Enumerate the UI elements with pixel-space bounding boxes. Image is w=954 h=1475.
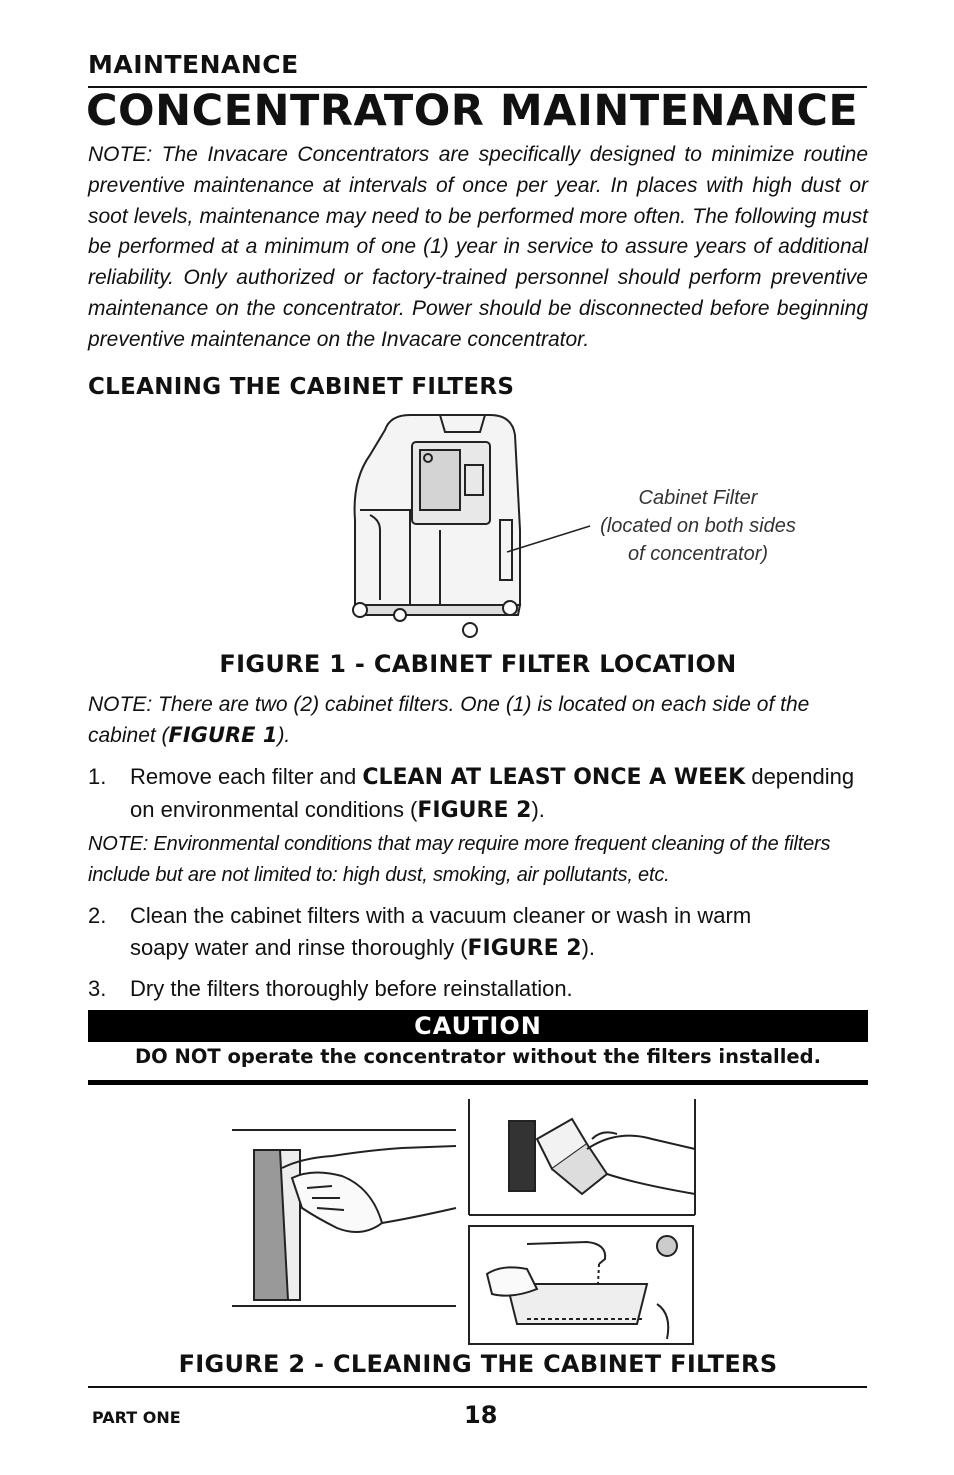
step-2-text: Clean the cabinet filters with a vacuum cleaner or wash in warm soapy water and rinse thoroughly ( xyxy=(130,903,752,960)
footer-rule xyxy=(88,1386,867,1388)
step-3 xyxy=(88,973,868,1005)
figure1-title: FIGURE 1 - CABINET FILTER LOCATION xyxy=(219,650,737,678)
step-2-end: ). xyxy=(581,935,596,960)
note-filters-ref: FIGURE 1 xyxy=(168,723,278,747)
step-1-ref: FIGURE 2 xyxy=(417,798,532,823)
figure2-title: FIGURE 2 - CLEANING THE CABINET FILTERS xyxy=(178,1350,778,1378)
step-2-ref: FIGURE 2 xyxy=(467,936,582,961)
step-3-text: Dry the filters thoroughly before reinstallation. xyxy=(130,976,573,1001)
page-number: 18 xyxy=(464,1401,498,1429)
section-label: MAINTENANCE xyxy=(88,50,299,79)
callout-line-1: Cabinet Filter xyxy=(638,487,758,509)
vacuum-filter-illustration xyxy=(467,1099,697,1217)
caution-banner: CAUTION xyxy=(88,1010,868,1042)
callout-line-3: of concentrator) xyxy=(627,543,769,565)
intro-note: NOTE: The Invacare Concentrators are specifically designed to minimize routine preventive maintenance at intervals of once per year. In places with high dust or soot levels, maintenance may need to be performed more often. The following must be performed at a minimum of one (1) year in service to assure years of additional reliability. Only authorized or factory-trained personnel should perform preventive maintenance on the concentrator. Power should be disconnected before beginning preventive maintenance on the Invacare concentrator. xyxy=(88,143,868,351)
caution-text: operate the concentrator without the filters installed. xyxy=(220,1045,821,1068)
filter-removal-illustration xyxy=(232,1128,458,1310)
step-3-number: 3. xyxy=(88,976,107,1001)
page-title: CONCENTRATOR MAINTENANCE xyxy=(86,86,859,136)
step-2-number: 2. xyxy=(88,903,107,928)
step-1-mid: depending on environmental conditions ( xyxy=(130,764,855,822)
step-1-text: Remove each filter and xyxy=(130,764,363,789)
step-2 xyxy=(88,900,808,965)
caution-message xyxy=(88,1045,868,1068)
caution-bold: DO NOT xyxy=(134,1045,221,1068)
step-1-bold: CLEAN AT LEAST ONCE A WEEK xyxy=(362,765,746,790)
note-environment: NOTE: Environmental conditions that may require more frequent cleaning of the filters include but are not limited to: high dust, smoking, air pollutants, etc. xyxy=(88,833,831,886)
section-heading: CLEANING THE CABINET FILTERS xyxy=(88,374,515,400)
callout-line-2: (located on both sides xyxy=(600,515,796,537)
footer-part: PART ONE xyxy=(92,1408,181,1427)
caution-rule xyxy=(88,1080,868,1085)
washing-filter-illustration xyxy=(467,1224,697,1346)
note-filters xyxy=(88,689,868,751)
note-filters-text: NOTE: There are two (2) cabinet filters. One (1) is located on each side of the cabinet ( xyxy=(88,693,810,747)
note-filters-end: ). xyxy=(277,724,291,747)
cabinet-filter-callout xyxy=(578,484,818,568)
step-1-end: ). xyxy=(531,797,545,822)
step-1-number: 1. xyxy=(88,764,107,789)
step-1 xyxy=(88,761,868,827)
